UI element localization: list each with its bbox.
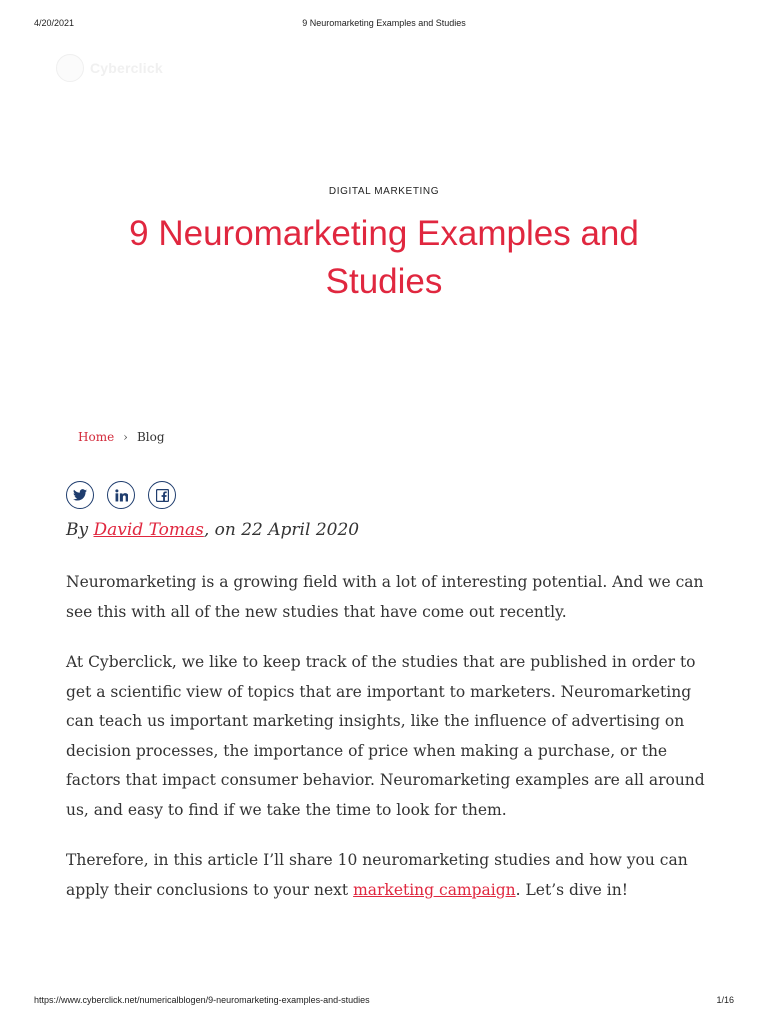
paragraph-closing	[66, 846, 706, 905]
linkedin-share-button[interactable]	[107, 481, 135, 509]
closing-text-after: . Let’s dive in!	[515, 880, 628, 899]
logo-mark-icon	[56, 54, 84, 82]
byline-prefix: By	[66, 520, 94, 540]
print-url: https://www.cyberclick.net/numericalblogen/9-neuromarketing-examples-and-studies	[34, 995, 370, 1005]
breadcrumb-separator: ›	[123, 430, 128, 444]
article-body	[66, 568, 706, 926]
linkedin-icon	[115, 489, 128, 502]
paragraph-intro: Neuromarketing is a growing field with a lot of interesting potential. And we can see this with all of the new studies that have come out recently.	[66, 573, 704, 621]
paragraph-cyberclick: At Cyberclick, we like to keep track of the studies that are published in order to get a scientific view of topics that are important to marketers. Neuromarketing can teach us important marketing insights, like the influence of advertising on decision processes, the importance of price when making a purchase, or the factors that impact consumer behavior. Neuromarketing examples are all around us, and easy to find if we take the time to look for them.	[66, 653, 705, 819]
breadcrumb-home-link[interactable]: Home	[78, 430, 115, 444]
article-title: 9 Neuromarketing Examples and Studies	[129, 214, 639, 301]
publish-date: , on 22 April 2020	[203, 520, 360, 540]
twitter-icon	[73, 489, 87, 501]
print-page-number: 1/16	[716, 995, 734, 1005]
facebook-icon	[156, 489, 169, 502]
share-buttons	[66, 481, 189, 509]
closing-text-before: Therefore, in this article I’ll share 10 neuromarketing studies and how you can apply their conclusions to your next	[66, 851, 688, 899]
article-category[interactable]: DIGITAL MARKETING	[328, 186, 440, 197]
site-logo[interactable]	[56, 54, 163, 82]
author-link[interactable]: David Tomas	[93, 520, 204, 540]
breadcrumb	[78, 430, 165, 444]
logo-text: Cyberclick	[90, 60, 163, 76]
facebook-share-button[interactable]	[148, 481, 176, 509]
breadcrumb-current: Blog	[136, 430, 165, 444]
print-page-title: 9 Neuromarketing Examples and Studies	[302, 18, 466, 28]
print-date: 4/20/2021	[34, 18, 75, 28]
twitter-share-button[interactable]	[66, 481, 94, 509]
byline	[66, 520, 359, 540]
marketing-campaign-link[interactable]: marketing campaign	[353, 880, 516, 899]
